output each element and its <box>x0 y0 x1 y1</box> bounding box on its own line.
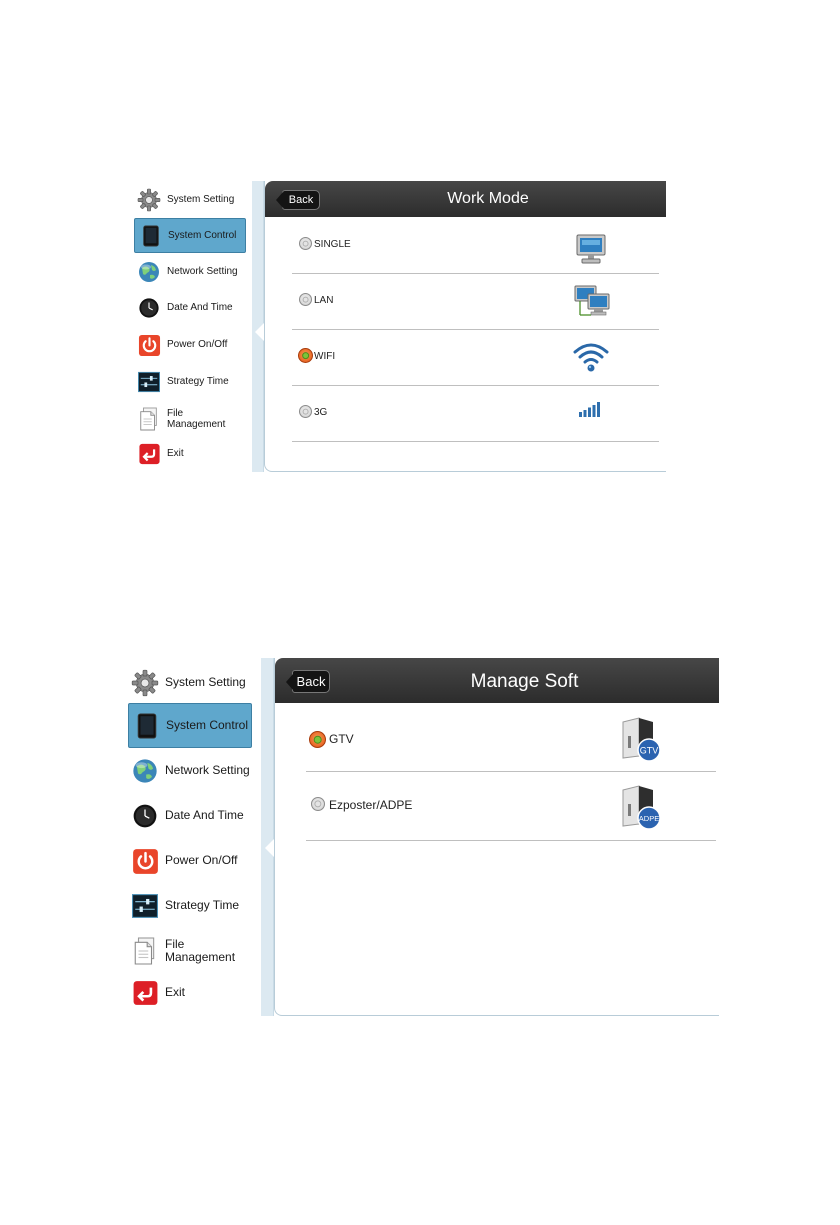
manage-soft-screen <box>123 658 719 1016</box>
sidebar-item-label: File Management <box>167 407 226 430</box>
page-title: Work Mode <box>447 190 529 207</box>
sidebar-item-label: Date And Time <box>165 808 244 823</box>
signal-bars-icon <box>578 401 602 417</box>
content-area <box>274 658 719 1016</box>
page-title: Manage Soft <box>470 671 579 692</box>
content-area <box>264 181 666 472</box>
back-label: Back <box>288 194 314 206</box>
option-row-3g[interactable] <box>292 386 659 442</box>
sidebar-divider <box>261 658 274 1016</box>
gtv-app-icon <box>619 716 663 762</box>
sidebar-item-label: Exit <box>165 985 186 1000</box>
sliders-icon <box>131 892 159 920</box>
option-label: GTV <box>329 732 354 746</box>
tablet-icon <box>140 224 162 248</box>
power-icon <box>137 333 161 357</box>
sidebar-item-label: Network Setting <box>165 763 250 778</box>
sidebar-item-label: Date And Time <box>167 302 233 314</box>
single-computer-icon <box>574 234 608 266</box>
sidebar-item-label: Strategy Time <box>165 898 240 913</box>
sidebar-item-power-on-off[interactable] <box>123 844 259 878</box>
gear-icon <box>131 669 159 697</box>
option-label: Ezposter/ADPE <box>329 798 413 812</box>
sidebar-item-label: Network Setting <box>167 266 238 278</box>
clock-icon <box>131 802 159 830</box>
sidebar-item-file-management[interactable] <box>131 403 249 435</box>
document-icon <box>131 935 159 967</box>
exit-icon <box>131 979 159 1007</box>
sidebar-item-exit[interactable] <box>131 441 249 467</box>
sidebar-item-label: Strategy Time <box>167 376 229 388</box>
sidebar-item-strategy-time[interactable] <box>131 368 249 396</box>
exit-icon <box>137 442 161 466</box>
settings-sidebar <box>131 181 251 472</box>
sidebar-item-exit[interactable] <box>123 977 259 1009</box>
option-label: WIFI <box>314 351 336 362</box>
clock-icon <box>137 296 161 320</box>
radio-3g[interactable] <box>299 405 312 418</box>
option-row-single[interactable] <box>292 218 659 274</box>
gear-icon <box>137 188 161 212</box>
option-label: SINGLE <box>314 239 351 250</box>
back-label: Back <box>296 674 326 689</box>
sidebar-item-power-on-off[interactable] <box>131 331 249 359</box>
sidebar-item-label: System Control <box>168 229 237 241</box>
sidebar-item-system-control[interactable] <box>134 218 246 253</box>
option-label: 3G <box>314 407 328 418</box>
option-row-ezposter-adpe[interactable] <box>306 772 716 841</box>
sliders-icon <box>137 370 161 394</box>
radio-wifi[interactable] <box>298 348 313 363</box>
sidebar-item-system-setting[interactable] <box>131 187 249 213</box>
option-label: LAN <box>314 295 334 306</box>
tablet-icon <box>134 711 160 741</box>
sidebar-item-strategy-time[interactable] <box>123 889 259 923</box>
radio-gtv[interactable] <box>309 731 326 748</box>
sidebar-item-label: File Management <box>165 936 236 964</box>
back-button[interactable] <box>292 670 330 693</box>
sidebar-item-label: System Setting <box>167 194 235 206</box>
radio-ezposter-adpe[interactable] <box>311 797 325 811</box>
sidebar-item-date-and-time[interactable] <box>123 799 259 833</box>
sidebar-item-network-setting[interactable] <box>131 258 249 286</box>
sidebar-item-network-setting[interactable] <box>123 754 259 788</box>
gtv-badge-text: GTV <box>639 745 659 756</box>
active-item-pointer <box>255 323 264 341</box>
adpe-badge-text: ADPE <box>638 814 660 823</box>
wifi-icon <box>573 340 609 374</box>
sidebar-item-file-management[interactable] <box>123 932 259 970</box>
settings-sidebar <box>123 658 261 1016</box>
top-bar <box>275 658 719 703</box>
sidebar-item-date-and-time[interactable] <box>131 294 249 322</box>
globe-icon <box>131 757 159 785</box>
top-bar <box>265 181 666 217</box>
work-mode-screen <box>131 181 666 472</box>
sidebar-item-label: System Control <box>166 717 249 732</box>
sidebar-item-label: Power On/Off <box>165 853 238 868</box>
option-row-wifi[interactable] <box>292 330 659 386</box>
sidebar-item-label: System Setting <box>165 675 246 690</box>
option-row-gtv[interactable] <box>306 704 716 772</box>
option-row-lan[interactable] <box>292 274 659 330</box>
globe-icon <box>137 260 161 284</box>
sidebar-item-label: Power On/Off <box>167 339 228 351</box>
sidebar-item-system-control[interactable] <box>128 703 252 748</box>
power-icon <box>131 847 159 875</box>
radio-single[interactable] <box>299 237 312 250</box>
sidebar-item-system-setting[interactable] <box>123 667 259 699</box>
document-icon <box>137 406 161 432</box>
networked-computers-icon <box>574 284 612 318</box>
sidebar-item-label: Exit <box>167 448 184 460</box>
back-button[interactable] <box>282 190 320 210</box>
adpe-app-icon <box>619 784 663 830</box>
radio-lan[interactable] <box>299 293 312 306</box>
